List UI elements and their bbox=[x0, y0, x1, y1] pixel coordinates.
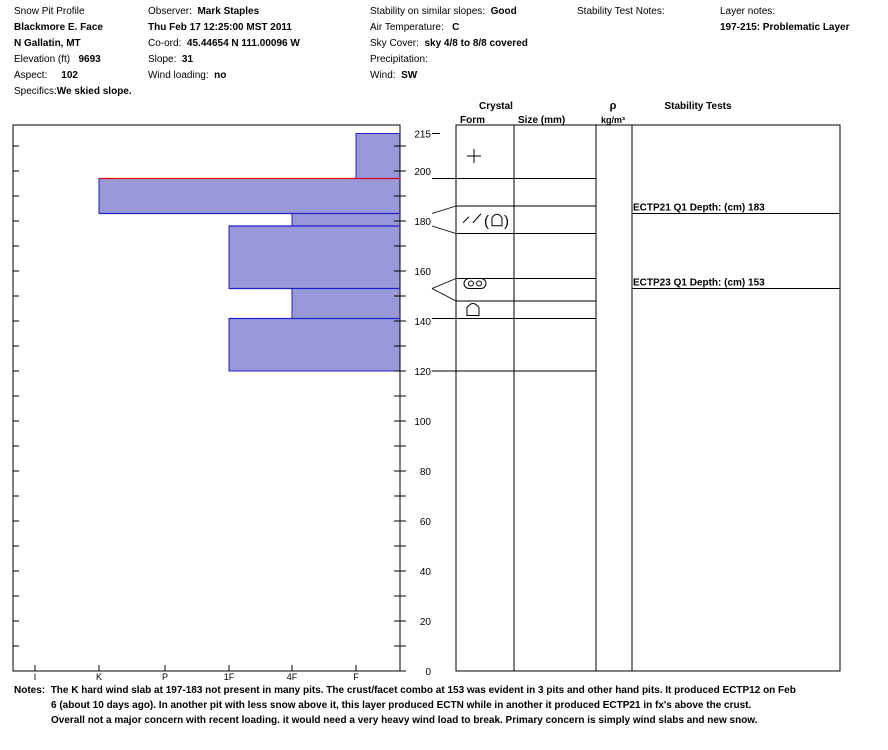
form-capsule bbox=[464, 279, 486, 289]
depth-label-0: 0 bbox=[425, 667, 431, 678]
notes-label: Notes: bbox=[14, 685, 46, 696]
layer-notes-label: Layer notes: bbox=[720, 6, 776, 17]
depth-label-215: 215 bbox=[414, 129, 431, 141]
elevation: Elevation (ft) 9693 bbox=[14, 54, 101, 65]
form-paren-left: ( bbox=[484, 212, 489, 230]
hardness-bars bbox=[99, 134, 400, 372]
stability-tests-header: Stability Tests bbox=[664, 101, 732, 112]
crystal-header: Crystal bbox=[479, 101, 513, 112]
hardness-bar-1 bbox=[99, 179, 400, 214]
density-header: ρ bbox=[609, 100, 617, 112]
depth-label-80: 80 bbox=[419, 467, 431, 478]
hardness-bar-0 bbox=[356, 134, 400, 179]
depth-label-160: 160 bbox=[414, 267, 431, 278]
region: N Gallatin, MT bbox=[14, 38, 81, 49]
precipitation: Precipitation: bbox=[370, 54, 428, 65]
depth-label-20: 20 bbox=[419, 617, 431, 628]
notes-line-3: Overall not a major concern with recent loading. it would need a very heavy wind load to break. Primary concern is simply wind slabs and new snow. bbox=[51, 715, 758, 726]
layer-connector-2 bbox=[432, 226, 456, 234]
crystal-forms bbox=[463, 149, 509, 316]
layer-notes-value: 197-215: Problematic Layer bbox=[720, 22, 850, 33]
form-circle-2 bbox=[477, 281, 482, 286]
depth-label-200: 200 bbox=[414, 167, 431, 178]
layer-connector-4 bbox=[432, 289, 456, 302]
stability-test-notes-label: Stability Test Notes: bbox=[577, 6, 665, 17]
hardness-bar-3 bbox=[229, 226, 400, 289]
stability-similar-slopes: Stability on similar slopes: Good bbox=[370, 6, 517, 17]
notes-line-1: The K hard wind slab at 197-183 not present in many pits. The crust/facet combo at 153 was evident in 3 pits and other hand pits. It produced ECTP12 on Feb bbox=[50, 685, 796, 696]
sky-cover: Sky Cover: sky 4/8 to 8/8 covered bbox=[370, 38, 528, 49]
coordinates: Co-ord: 45.44654 N 111.00096 W bbox=[148, 38, 300, 49]
observation-date: Thu Feb 17 12:25:00 MST 2011 bbox=[148, 22, 292, 33]
size-header: Size (mm) bbox=[518, 115, 566, 126]
hardness-axis bbox=[34, 665, 360, 682]
form-circle-1 bbox=[469, 281, 474, 286]
air-temperature: Air Temperature: C bbox=[370, 22, 460, 33]
hardness-label-K: K bbox=[95, 672, 103, 682]
stability-test-label-1: ECTP23 Q1 Depth: (cm) 153 bbox=[633, 277, 765, 289]
hardness-bar-2 bbox=[292, 214, 400, 227]
notes-line-2: 6 (about 10 days ago). In another pit with less snow above it, this layer produced ECTN while in another it produced ECTP21 in fx's above the crust. bbox=[51, 700, 752, 711]
form-slash-2 bbox=[473, 214, 481, 223]
hardness-label-1F: 1F bbox=[223, 672, 235, 682]
form-arch-2 bbox=[467, 304, 479, 316]
density-unit: kg/m³ bbox=[600, 115, 626, 125]
hardness-bar-4 bbox=[292, 289, 400, 319]
stability-test-label-0: ECTP21 Q1 Depth: (cm) 183 bbox=[633, 202, 765, 214]
slope: Slope: 31 bbox=[148, 54, 194, 65]
hardness-label-I: I bbox=[33, 672, 37, 682]
depth-label-120: 120 bbox=[414, 367, 431, 378]
depth-label-140: 140 bbox=[414, 317, 431, 328]
hardness-label-F: F bbox=[353, 672, 359, 682]
depth-label-40: 40 bbox=[419, 567, 431, 578]
layer-connector-3 bbox=[432, 279, 456, 289]
stability-tests bbox=[632, 203, 840, 289]
specifics: Specifics:We skied slope. bbox=[14, 86, 132, 97]
hardness-label-P: P bbox=[161, 672, 169, 682]
aspect: Aspect: 102 bbox=[14, 70, 78, 81]
layer-connector-1 bbox=[432, 206, 456, 214]
form-paren-right: ) bbox=[504, 212, 509, 230]
depth-label-100: 100 bbox=[414, 417, 431, 428]
observer: Observer: Mark Staples bbox=[148, 6, 260, 17]
depth-label-60: 60 bbox=[419, 517, 431, 528]
depth-label-180: 180 bbox=[414, 217, 431, 228]
form-header: Form bbox=[460, 115, 485, 126]
pit-profile-title: Snow Pit Profile bbox=[14, 6, 85, 17]
wind: Wind: SW bbox=[370, 70, 418, 81]
location-name: Blackmore E. Face bbox=[14, 22, 103, 33]
form-slash-1 bbox=[463, 217, 469, 223]
form-arch-1 bbox=[492, 214, 502, 226]
wind-loading: Wind loading: no bbox=[148, 70, 227, 81]
hardness-bar-5 bbox=[229, 319, 400, 372]
column-headers bbox=[460, 100, 732, 126]
notes bbox=[14, 683, 874, 728]
hardness-label-4F: 4F bbox=[286, 672, 298, 682]
